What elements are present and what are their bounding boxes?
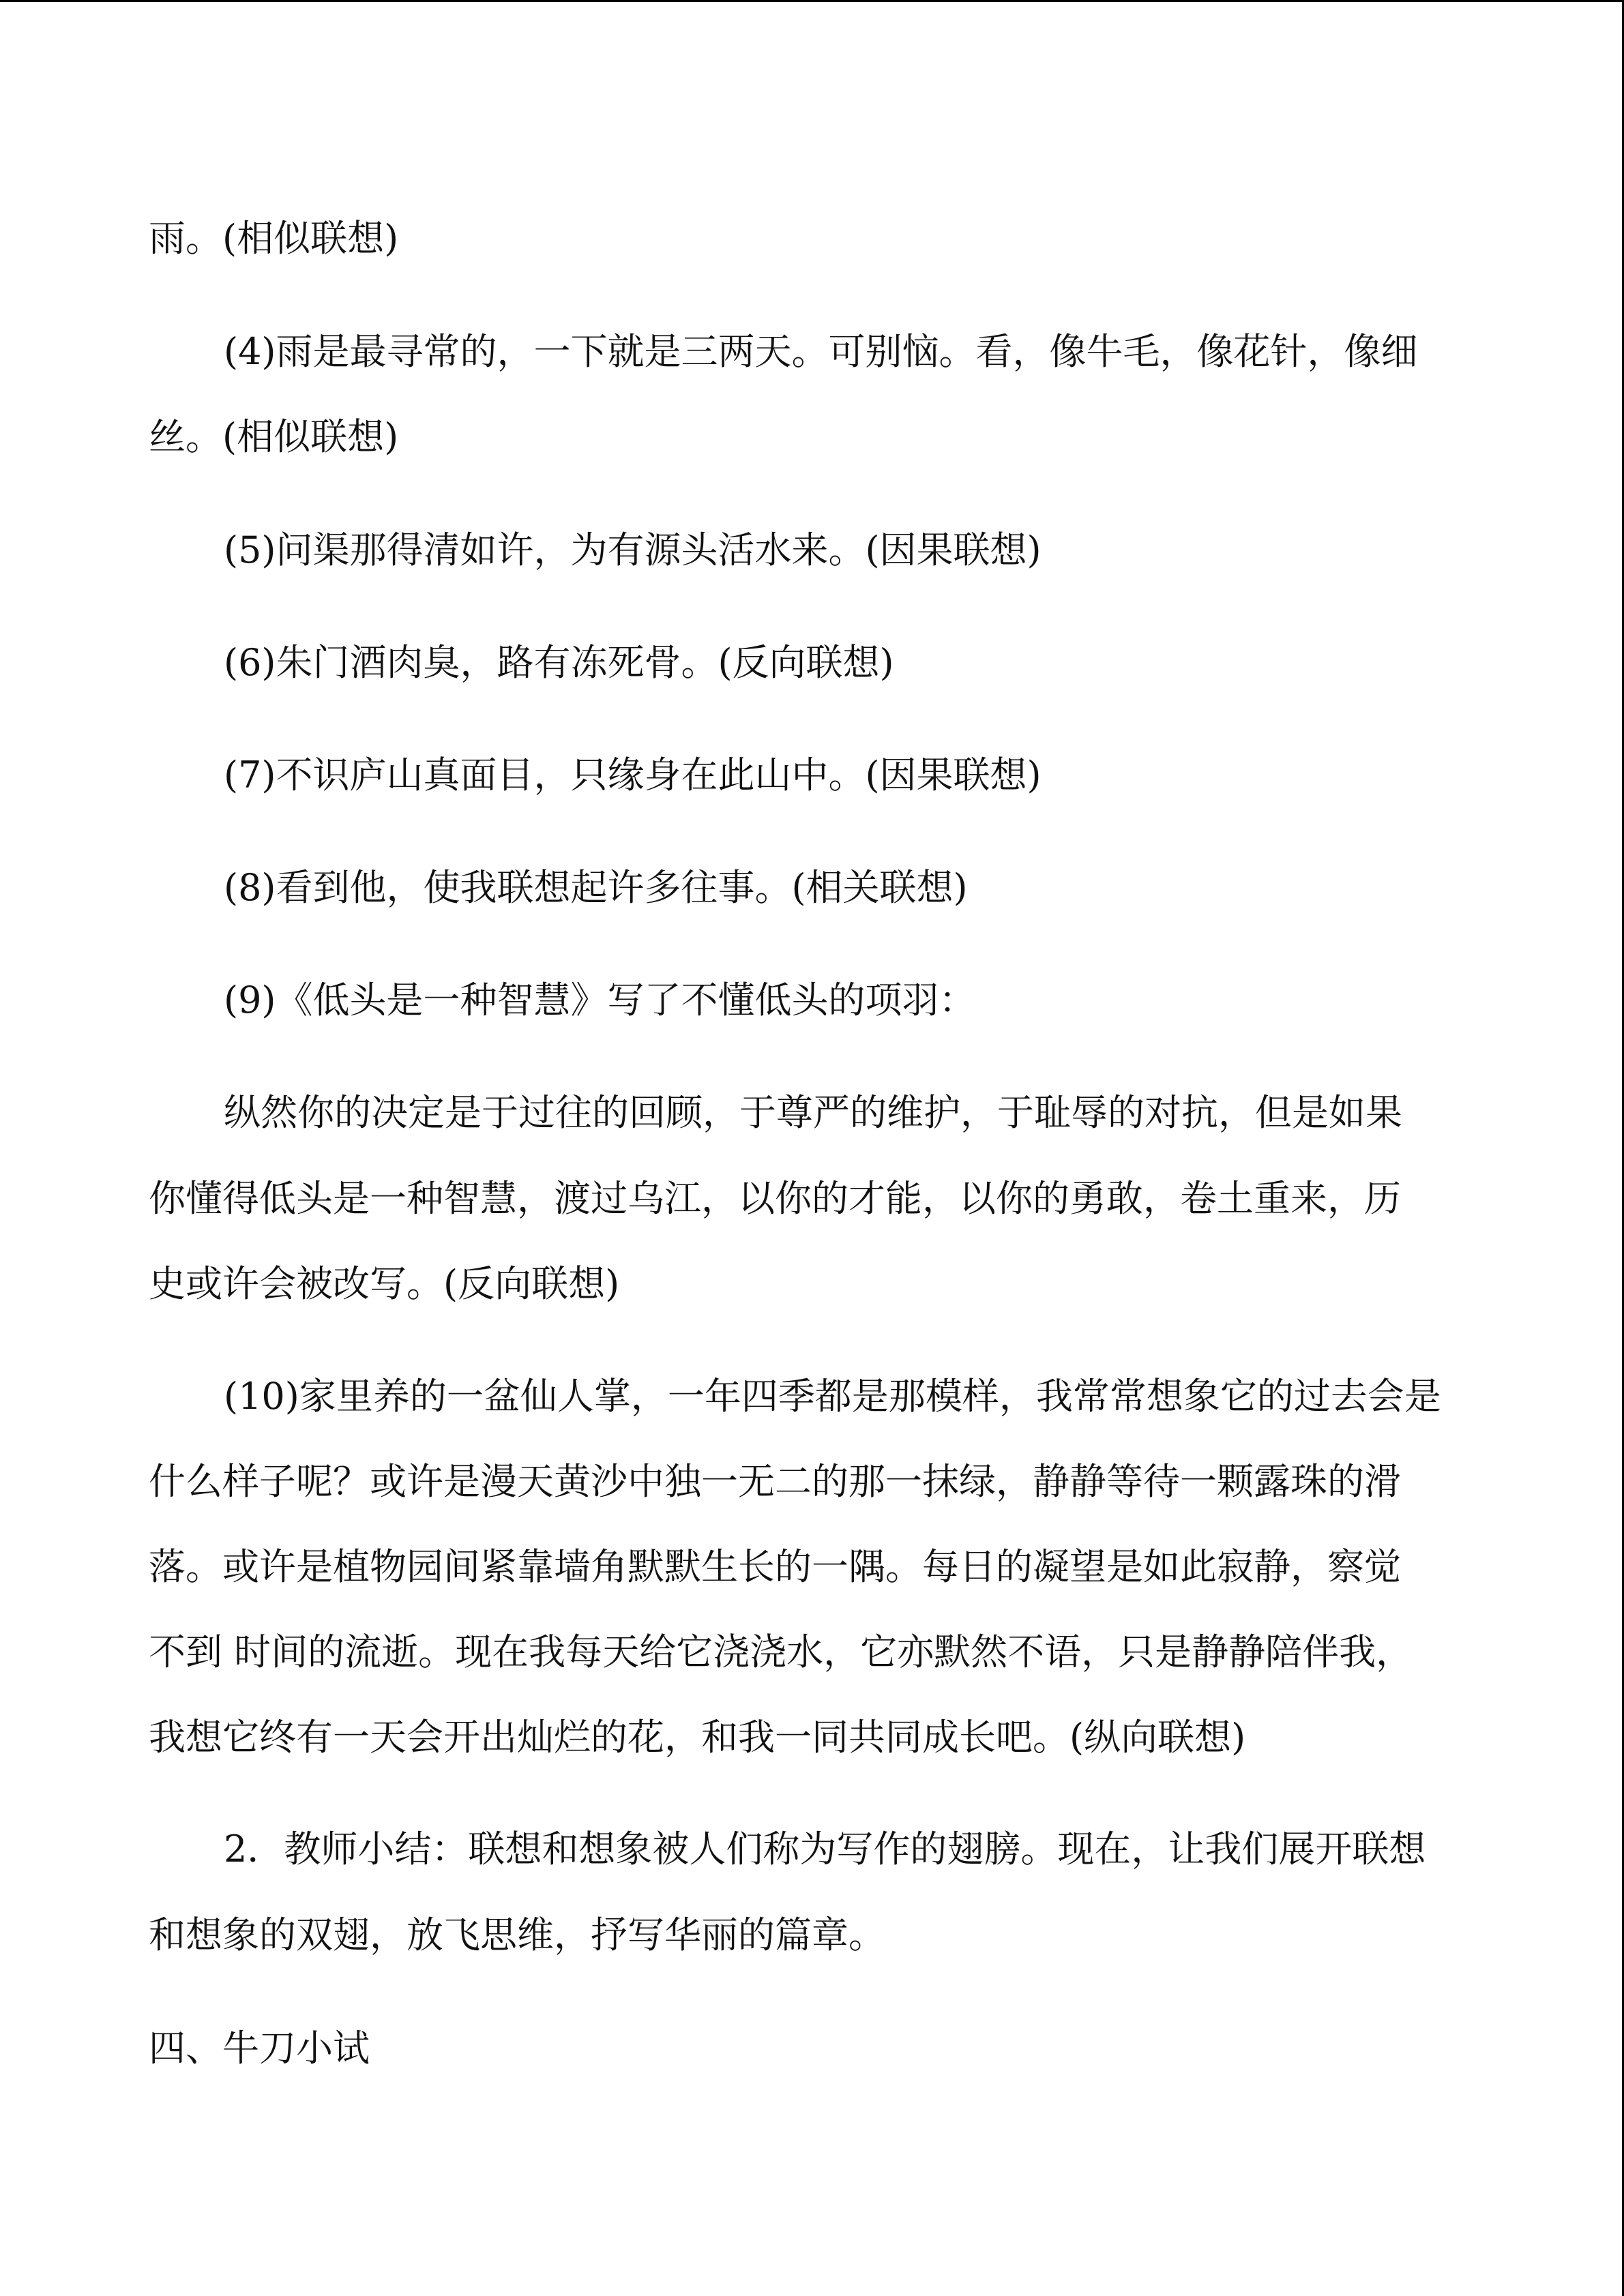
item-8: (8)看到他，使我联想起许多往事。(相关联想) [224, 866, 968, 909]
teacher-summary-line-1: 2．教师小结：联想和想象被人们称为写作的翅膀。现在，让我们展开联想 [224, 1828, 1426, 1870]
item-9: (9)《低头是一种智慧》写了不懂低头的项羽： [224, 979, 976, 1022]
item-9-quote-line-3: 史或许会被改写。(反向联想) [149, 1262, 620, 1305]
item-6: (6)朱门酒肉臭，路有冻死骨。(反向联想) [224, 641, 894, 684]
text-line-rain-similar: 雨。(相似联想) [149, 217, 399, 260]
item-10-line-3: 落。或许是植物园间紧靠墙角默默生长的一隅。每日的凝望是如此寂静，察觉 [149, 1545, 1401, 1588]
item-7: (7)不识庐山真面目，只缘身在此山中。(因果联想) [224, 754, 1042, 796]
item-10-line-4: 不到 时间的流逝。现在我每天给它浇浇水，它亦默然不语，只是静静陪伴我， [149, 1630, 1413, 1673]
item-10-line-2: 什么样子呢？或许是漫天黄沙中独一无二的那一抹绿，静静等待一颗露珠的滑 [149, 1460, 1401, 1503]
item-9-quote-line-2: 你懂得低头是一种智慧，渡过乌江，以你的才能，以你的勇敢，卷土重来，历 [149, 1177, 1401, 1220]
item-10-line-5: 我想它终有一天会开出灿烂的花，和我一同共同成长吧。(纵向联想) [149, 1716, 1246, 1759]
item-9-quote-line-1: 纵然你的决定是于过往的回顾，于尊严的维护，于耻辱的对抗，但是如果 [224, 1091, 1402, 1134]
item-4-line-1: (4)雨是最寻常的，一下就是三两天。可别恼。看，像牛毛，像花针，像细 [224, 330, 1418, 373]
page-top-border [0, 0, 1624, 2]
item-4-line-2: 丝。(相似联想) [149, 415, 399, 458]
teacher-summary-line-2: 和想象的双翅，放飞思维，抒写华丽的篇章。 [149, 1913, 885, 1956]
item-10-line-1: (10)家里养的一盆仙人掌，一年四季都是那模样，我常常想象它的过去会是 [224, 1375, 1441, 1418]
section-heading-4: 四、牛刀小试 [149, 2027, 370, 2070]
item-5: (5)问渠那得清如许，为有源头活水来。(因果联想) [224, 528, 1042, 571]
